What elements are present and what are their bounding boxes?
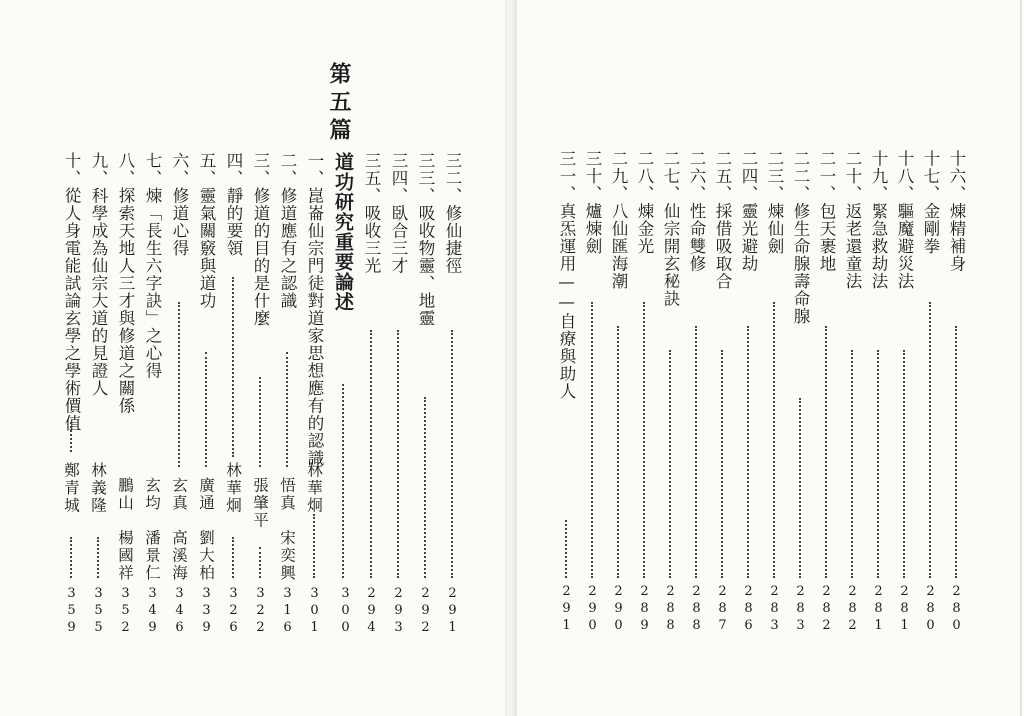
entry-title: 二八、煉金光 [635,150,654,255]
entry-author: 悟真 宋奕興 [278,477,296,582]
page-number: 316 [280,586,295,637]
leader-dots [643,302,645,578]
page-number: 291 [445,586,460,637]
leader-dots [695,326,697,578]
leader-dots [97,537,99,578]
leader-dots [397,330,399,578]
toc-entry [606,150,630,635]
entry-author: 林華炯 [224,462,242,515]
page-number: 283 [793,584,808,635]
section-title-entry [329,152,357,637]
leader-dots [565,520,567,578]
toc-entry [248,152,272,637]
page-number: 280 [923,584,938,635]
toc-entry [113,152,137,637]
page-number: 301 [307,586,322,637]
toc-entry [554,150,578,635]
page-number: 326 [226,586,241,637]
entry-title: 十八、驅魔避災法 [895,150,914,290]
page-number: 293 [391,586,406,637]
page-number: 352 [118,586,133,637]
leader-dots [451,330,453,578]
page-number: 289 [637,584,652,635]
toc-entry [59,152,83,637]
page-edge-right [1020,0,1022,716]
toc-entry [413,152,437,637]
part-heading: 第五篇 [326,62,352,146]
leader-dots [370,330,372,578]
toc-entry [580,150,604,635]
page-number: 359 [64,586,79,637]
entry-title: 二五、採借吸取合 [713,150,732,290]
leader-dots [232,537,234,578]
page-number: 294 [364,586,379,637]
page-number: 282 [845,584,860,635]
entry-title: 一、崑崙仙宗門徒對道家思想應有的認識 [305,152,324,467]
leader-dots [617,326,619,578]
toc-entry [918,150,942,635]
page-number: 300 [338,586,353,637]
book-gutter [505,0,517,716]
entry-title: 十七、金剛拳 [921,150,940,255]
leader-dots [70,422,72,452]
entry-title: 三三、吸收物靈、地靈 [416,152,435,327]
entry-author: 玄真 高溪海 [170,477,188,582]
toc-entry [359,152,383,637]
entry-title: 二七、仙宗開玄秘訣 [661,150,680,308]
leader-dots [903,350,905,578]
toc-entry [632,150,656,635]
entry-title: 八、探索天地人三才與修道之關係 [116,152,135,415]
toc-entry [944,150,968,635]
entry-author: 鄭青城 [62,462,80,515]
entry-author: 張肇平 [251,477,269,530]
page-number: 283 [767,584,782,635]
entry-title: 二一、包天裹地 [817,150,836,273]
toc-entry [840,150,864,635]
entry-title: 二六、性命雙修 [687,150,706,273]
page-number: 339 [199,586,214,637]
entry-title: 二三、煉仙劍 [765,150,784,255]
page-number: 287 [715,584,730,635]
toc-entry [194,152,218,637]
leader-dots [70,537,72,578]
toc-entry [302,152,326,637]
entry-title: 三一、真炁運用——自療與助人 [557,150,576,400]
entry-title: 四、靜的要領 [224,152,243,257]
entry-title: 十六、煉精補身 [947,150,966,273]
entry-title: 十九、緊急救劫法 [869,150,888,290]
section-title: 道功研究重要論述 [332,152,354,312]
page-number: 291 [559,584,574,635]
toc-entry [221,152,245,637]
page-number: 322 [253,586,268,637]
entry-title: 三二、修仙捷徑 [443,152,462,275]
leader-dots [851,350,853,578]
toc-entry [275,152,299,637]
toc-entry [762,150,786,635]
entry-author: 鵬山 楊國祥 [116,477,134,582]
entry-title: 三四、臥合三才 [389,152,408,275]
toc-entry [684,150,708,635]
leader-dots [259,547,261,578]
entry-title: 六、修道心得 [170,152,189,257]
entry-title: 二、修道應有之認識 [278,152,297,310]
leader-dots [773,302,775,578]
leader-dots [205,352,207,467]
page-number: 286 [741,584,756,635]
leader-dots [721,350,723,578]
entry-title: 九、科學成為仙宗大道的見證人 [89,152,108,397]
page-number: 292 [418,586,433,637]
page-number: 280 [949,584,964,635]
page-number: 281 [871,584,886,635]
entry-title: 二四、靈光避劫 [739,150,758,273]
leader-dots [342,384,344,578]
page-number: 355 [91,586,106,637]
leader-dots [747,326,749,578]
leader-dots [178,302,180,467]
page-number: 290 [585,584,600,635]
toc-entry [710,150,734,635]
entry-author: 廣通 劉大柏 [197,477,215,582]
entry-title: 二十、返老還童法 [843,150,862,290]
entry-author: 玄均 潘景仁 [143,477,161,582]
toc-entry [386,152,410,637]
leader-dots [669,350,671,578]
entry-title: 三五、吸收三光 [362,152,381,275]
page-number: 288 [689,584,704,635]
toc-entry [140,152,164,637]
leader-dots [286,352,288,467]
leader-dots [259,377,261,467]
leader-dots [424,397,426,578]
toc-entry [658,150,682,635]
toc-entry [788,150,812,635]
page-number: 346 [172,586,187,637]
page-number: 290 [611,584,626,635]
leader-dots [313,514,315,578]
entry-title: 三、修道的目的是什麼 [251,152,270,327]
leader-dots [929,302,931,578]
entry-title: 五、靈氣關竅與道功 [197,152,216,310]
leader-dots [799,398,801,578]
entry-title: 二九、八仙匯海潮 [609,150,628,290]
leader-dots [955,326,957,578]
toc-entry [736,150,760,635]
leader-dots [825,326,827,578]
page-number: 288 [663,584,678,635]
leader-dots [877,350,879,578]
entry-title: 七、煉「長生六字訣」之心得 [143,152,162,380]
toc-entry [86,152,110,637]
page-number: 281 [897,584,912,635]
entry-author: 林義隆 [89,462,107,515]
page-number: 349 [145,586,160,637]
entry-title: 二二、修生命腺壽命腺 [791,150,810,325]
toc-entry [440,152,464,637]
entry-author: 林華炯 [305,462,323,515]
toc-entry [892,150,916,635]
entry-title: 十、從人身電能試論玄學之學術價值 [62,152,81,432]
toc-entry [866,150,890,635]
entry-title: 三十、爐煉劍 [583,150,602,255]
toc-entry [167,152,191,637]
leader-dots [232,277,234,457]
page-number: 282 [819,584,834,635]
toc-entry [814,150,838,635]
leader-dots [591,302,593,578]
